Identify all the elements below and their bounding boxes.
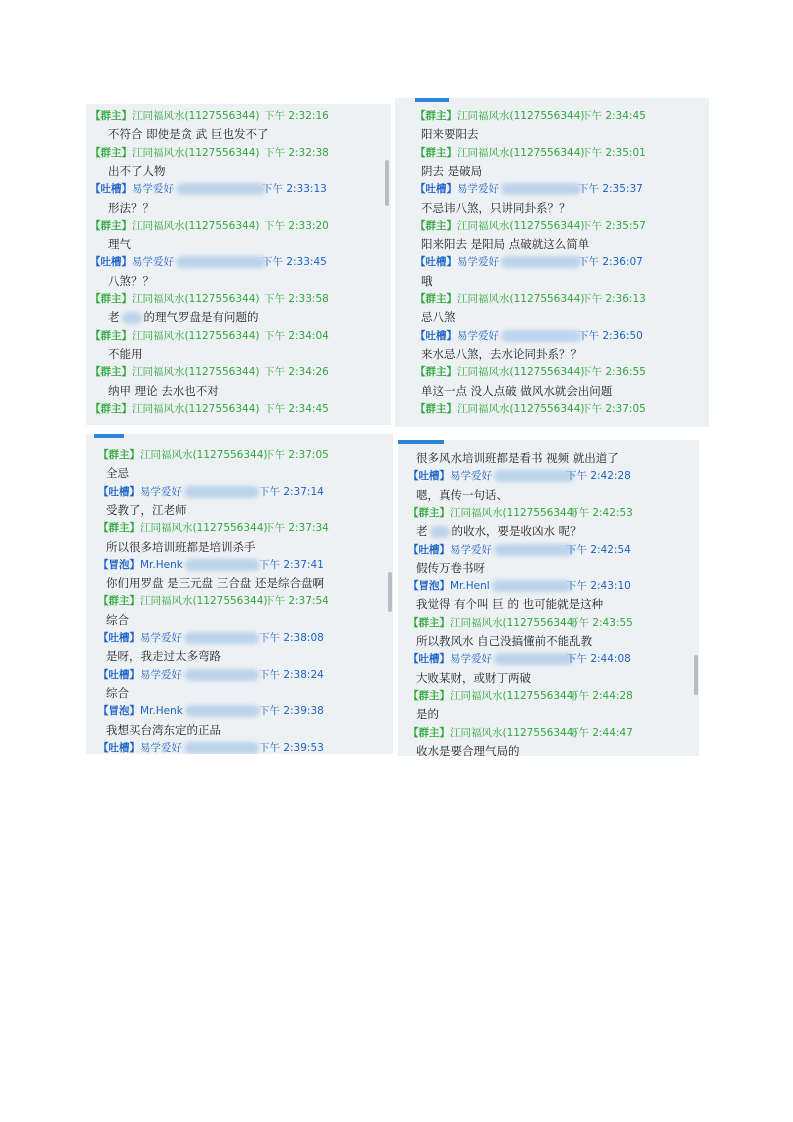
sender-name[interactable]: 江同福风水(1127556344) — [450, 689, 578, 702]
sender-name[interactable]: 江同福风水(1127556344) — [457, 146, 585, 159]
chat-screenshot-1 — [86, 104, 391, 425]
message-header — [398, 467, 699, 485]
member-role-tag: 【吐槽】 — [415, 183, 457, 196]
chat-screenshot-3 — [86, 434, 393, 754]
member-role-tag: 【吐槽】 — [415, 256, 457, 269]
message-timestamp: 下午 2:36:50 — [578, 329, 643, 342]
message-timestamp: 下午 2:35:37 — [578, 183, 643, 196]
message-header — [86, 446, 393, 464]
message-text — [398, 632, 699, 650]
message-body: 我想买台湾东定的正品 — [106, 722, 221, 737]
redacted-name-blur — [184, 742, 259, 754]
sender-name[interactable]: Mr.Henl — [450, 580, 490, 593]
sender-name[interactable]: 江同福风水(1127556344) — [132, 366, 260, 379]
message-body: 我觉得 有个叫 巨 的 也可能就是这种 — [416, 597, 604, 612]
redacted-name-blur — [185, 705, 260, 717]
member-role-tag: 【群主】 — [90, 329, 132, 342]
message-timestamp: 下午 2:36:13 — [581, 293, 646, 305]
sender-name[interactable]: 易学爱好 — [450, 470, 492, 483]
message-text — [86, 538, 393, 556]
redacted-name-blur — [492, 580, 572, 592]
message-body: 阴去 是破局 — [421, 163, 483, 178]
sender-name[interactable]: 江同福风水(1127556344) — [140, 449, 268, 461]
member-role-tag: 【群主】 — [90, 219, 132, 232]
message-body: 综合 — [106, 685, 129, 700]
message-text — [86, 235, 391, 253]
member-role-tag: 【群主】 — [90, 110, 132, 122]
message-header — [86, 483, 393, 501]
message-text — [395, 125, 709, 143]
message-text — [398, 559, 699, 577]
sender-name[interactable]: 江同福风水(1127556344) — [132, 219, 260, 232]
sender-name[interactable]: 江同福风水(1127556344) — [457, 219, 585, 232]
redacted-name-blur — [501, 183, 581, 195]
message-body: 是呀，我走过太多弯路 — [106, 649, 221, 664]
message-timestamp: 下午 2:36:55 — [581, 366, 646, 379]
sender-name[interactable]: 江同福风水(1127556344) — [450, 506, 578, 519]
member-role-tag: 【群主】 — [415, 402, 457, 415]
sender-name[interactable]: 江同福风水(1127556344) — [132, 110, 260, 122]
message-text — [395, 308, 709, 326]
message-body: 阳来要阳去 — [421, 127, 479, 142]
member-role-tag: 【吐槽】 — [98, 741, 140, 754]
message-body: 是的 — [416, 707, 439, 722]
message-timestamp: 下午 2:34:45 — [581, 110, 646, 122]
message-timestamp: 下午 2:44:47 — [568, 726, 633, 739]
message-header — [398, 504, 699, 522]
message-header — [395, 327, 709, 345]
message-body: 哦 — [421, 273, 433, 288]
message-header — [86, 327, 391, 345]
message-text — [86, 382, 391, 400]
message-text — [86, 647, 393, 665]
message-header — [86, 107, 391, 125]
window-title-bar — [398, 440, 444, 444]
sender-name[interactable]: 易学爱好 — [457, 329, 499, 342]
message-body: 出不了人物 — [108, 163, 166, 178]
member-role-tag: 【群主】 — [415, 219, 457, 232]
message-header — [398, 687, 699, 705]
message-text — [398, 669, 699, 687]
sender-name[interactable]: 江同福风水(1127556344) — [457, 402, 585, 415]
message-header — [86, 217, 391, 235]
sender-name[interactable]: 易学爱好 — [457, 183, 499, 196]
message-timestamp: 下午 2:32:38 — [264, 146, 329, 159]
message-text — [398, 705, 699, 723]
redacted-name-blur — [185, 559, 260, 571]
redacted-name-blur — [184, 632, 259, 644]
member-role-tag: 【吐槽】 — [408, 543, 450, 556]
message-text — [86, 684, 393, 702]
redacted-name-blur — [176, 183, 266, 195]
message-body: 的理气罗盘是有问题的 — [143, 310, 259, 325]
message-body: 不能用 — [108, 346, 143, 361]
message-body: 所以教风水 自己没搞懂前不能乱教 — [416, 634, 593, 648]
message-timestamp: 下午 2:37:14 — [259, 485, 324, 498]
message-timestamp: 下午 2:37:54 — [264, 595, 329, 608]
message-header — [395, 107, 709, 125]
message-header — [395, 400, 709, 418]
message-text — [86, 308, 391, 326]
redacted-name-blur — [501, 330, 581, 342]
message-timestamp: 下午 2:44:28 — [568, 689, 633, 702]
sender-name[interactable]: 江同福风水(1127556344) — [132, 329, 260, 342]
message-text — [395, 235, 709, 253]
message-text-prefix: 老 — [416, 524, 428, 539]
message-timestamp: 下午 2:35:01 — [581, 146, 646, 159]
message-header — [86, 290, 391, 308]
message-header — [86, 144, 391, 162]
message-timestamp: 下午 2:33:13 — [262, 183, 327, 196]
message-text — [86, 162, 391, 180]
message-body: 纳甲 理论 去水也不对 — [108, 383, 219, 398]
message-timestamp: 下午 2:39:53 — [259, 741, 324, 754]
message-timestamp: 下午 2:36:07 — [578, 256, 643, 269]
member-role-tag: 【群主】 — [90, 402, 132, 415]
window-title-bar — [415, 98, 449, 102]
message-body: 八煞？？ — [108, 273, 154, 288]
sender-name[interactable]: 易学爱好 — [132, 256, 174, 269]
message-header — [398, 577, 699, 595]
message-text — [398, 522, 699, 540]
message-text — [395, 199, 709, 217]
member-role-tag: 【群主】 — [90, 293, 132, 305]
member-role-tag: 【吐槽】 — [90, 183, 132, 196]
message-body: 单这一点 没人点破 做风水就会出问题 — [421, 383, 613, 398]
message-header — [86, 400, 391, 418]
message-text — [395, 345, 709, 363]
message-body: 形法？？ — [108, 200, 154, 215]
message-body: 受教了，江老师 — [106, 502, 187, 517]
message-timestamp: 下午 2:34:26 — [264, 366, 329, 379]
member-role-tag: 【群主】 — [415, 366, 457, 379]
message-header — [86, 519, 393, 537]
member-role-tag: 【群主】 — [98, 449, 140, 461]
sender-name[interactable]: 江同福风水(1127556344) — [450, 726, 578, 739]
redacted-name-blur — [184, 669, 259, 681]
member-role-tag: 【群主】 — [98, 522, 140, 535]
member-role-tag: 【群主】 — [408, 689, 450, 702]
message-body: 阳来阳去 是阳局 点破就这么简单 — [421, 237, 590, 252]
message-timestamp: 下午 2:44:08 — [566, 653, 631, 666]
sender-name[interactable]: 易学爱好 — [140, 741, 182, 754]
redacted-name-blur — [176, 256, 266, 268]
message-body: 不忌讳八煞，只讲同卦系？？ — [421, 200, 571, 215]
member-role-tag: 【群主】 — [415, 146, 457, 159]
message-body: 理气 — [108, 237, 131, 252]
message-body: 忌八煞 — [421, 310, 456, 325]
sender-name[interactable]: 易学爱好 — [140, 668, 182, 681]
sender-name[interactable]: 江同福风水(1127556344) — [132, 146, 260, 159]
message-header — [86, 253, 391, 271]
message-text — [86, 574, 393, 592]
sender-name[interactable]: 江同福风水(1127556344) — [457, 366, 585, 379]
message-header — [395, 217, 709, 235]
redacted-name-blur — [494, 470, 574, 482]
message-timestamp: 下午 2:33:45 — [262, 256, 327, 269]
message-timestamp: 下午 2:42:54 — [566, 543, 631, 556]
member-role-tag: 【群主】 — [408, 726, 450, 739]
message-body: 嗯，真传一句话、 — [416, 487, 508, 502]
redacted-word-blur — [430, 526, 450, 538]
member-role-tag: 【群主】 — [415, 110, 457, 122]
message-timestamp: 下午 2:33:58 — [264, 293, 329, 305]
message-text — [86, 125, 391, 143]
member-role-tag: 【群主】 — [415, 293, 457, 305]
message-header — [86, 180, 391, 198]
redacted-word-blur — [122, 312, 142, 324]
message-header — [86, 363, 391, 381]
member-role-tag: 【群主】 — [90, 366, 132, 379]
sender-name[interactable]: Mr.Henk — [140, 558, 183, 571]
sender-name[interactable]: 江同福风水(1127556344) — [457, 110, 585, 122]
message-body: 不符合 即使是贪 武 巨也发不了 — [108, 127, 269, 142]
window-title-bar — [94, 434, 124, 438]
sender-name[interactable]: 易学爱好 — [450, 653, 492, 666]
message-body: 你们用罗盘 是三元盘 三合盘 还是综合盘啊 — [106, 576, 324, 591]
sender-name[interactable]: 江同福风水(1127556344) — [450, 616, 578, 629]
member-role-tag: 【吐槽】 — [408, 653, 450, 666]
sender-name[interactable]: 易学爱好 — [457, 256, 499, 269]
message-header — [395, 290, 709, 308]
message-text — [398, 595, 699, 613]
message-timestamp: 下午 2:35:57 — [581, 219, 646, 232]
member-role-tag: 【冒泡】 — [408, 580, 450, 593]
sender-name[interactable]: 江同福风水(1127556344) — [132, 293, 260, 305]
message-text — [86, 199, 391, 217]
message-timestamp: 下午 2:32:16 — [264, 110, 329, 122]
message-text — [86, 272, 391, 290]
redacted-name-blur — [184, 486, 259, 498]
message-body: 的收水，要是收凶水 呢？ — [451, 524, 582, 539]
message-text — [395, 272, 709, 290]
message-header — [86, 666, 393, 684]
member-role-tag: 【吐槽】 — [98, 632, 140, 644]
message-timestamp: 下午 2:37:34 — [264, 522, 329, 535]
sender-name[interactable]: 易学爱好 — [140, 632, 182, 644]
member-role-tag: 【吐槽】 — [408, 470, 450, 483]
message-timestamp: 下午 2:43:10 — [566, 580, 631, 593]
member-role-tag: 【冒泡】 — [98, 705, 140, 718]
message-text-prefix: 老 — [108, 310, 120, 325]
member-role-tag: 【群主】 — [408, 506, 450, 519]
member-role-tag: 【吐槽】 — [98, 485, 140, 498]
message-timestamp: 下午 2:37:05 — [264, 449, 329, 461]
message-header — [395, 180, 709, 198]
message-timestamp: 下午 2:38:24 — [259, 668, 324, 681]
message-timestamp: 下午 2:42:53 — [568, 506, 633, 519]
message-timestamp: 下午 2:39:38 — [259, 705, 324, 718]
member-role-tag: 【吐槽】 — [98, 668, 140, 681]
message-text — [395, 382, 709, 400]
message-timestamp: 下午 2:34:45 — [264, 402, 329, 415]
message-body: 综合 — [106, 612, 129, 627]
member-role-tag: 【吐槽】 — [90, 256, 132, 269]
sender-name[interactable]: 江同福风水(1127556344) — [132, 402, 260, 415]
message-header — [398, 541, 699, 559]
message-header — [86, 739, 393, 754]
sender-name[interactable]: 易学爱好 — [450, 543, 492, 556]
member-role-tag: 【冒泡】 — [98, 558, 140, 571]
member-role-tag: 【群主】 — [98, 595, 140, 608]
message-header — [395, 144, 709, 162]
message-text — [86, 501, 393, 519]
message-body: 来水忌八煞，去水论同卦系？？ — [421, 346, 582, 361]
message-timestamp: 下午 2:37:05 — [581, 402, 646, 415]
message-header — [398, 724, 699, 742]
sender-name[interactable]: 易学爱好 — [132, 183, 174, 196]
message-header — [395, 253, 709, 271]
message-body: 所以很多培训班都是培训杀手 — [106, 539, 256, 554]
message-header — [86, 702, 393, 720]
member-role-tag: 【吐槽】 — [415, 329, 457, 342]
member-role-tag: 【群主】 — [408, 616, 450, 629]
message-body: 假传万卷书呀 — [416, 560, 485, 575]
message-header — [398, 650, 699, 668]
sender-name[interactable]: 江同福风水(1127556344) — [140, 595, 268, 608]
redacted-name-blur — [494, 653, 574, 665]
message-header — [86, 556, 393, 574]
sender-name[interactable]: Mr.Henk — [140, 705, 183, 718]
chat-screenshot-4 — [398, 440, 699, 756]
sender-name[interactable]: 易学爱好 — [140, 485, 182, 498]
message-timestamp: 下午 2:37:41 — [259, 558, 324, 571]
message-body: 大败某财，或财丁两破 — [416, 670, 531, 685]
message-text — [395, 162, 709, 180]
member-role-tag: 【群主】 — [90, 146, 132, 159]
message-timestamp: 下午 2:43:55 — [568, 616, 633, 629]
chat-screenshot-2 — [395, 98, 709, 427]
message-header — [398, 614, 699, 632]
message-header — [86, 629, 393, 647]
sender-name[interactable]: 江同福风水(1127556344) — [140, 522, 268, 535]
message-text — [86, 721, 393, 739]
message-timestamp: 下午 2:42:28 — [566, 470, 631, 483]
message-header — [395, 363, 709, 381]
message-text — [398, 486, 699, 504]
message-body: 收水是要合理气局的 — [416, 743, 520, 756]
message-text — [398, 449, 699, 467]
message-text — [398, 742, 699, 756]
message-timestamp: 下午 2:38:08 — [259, 632, 324, 644]
redacted-name-blur — [494, 544, 574, 556]
message-text — [86, 464, 393, 482]
message-body: 全忌 — [106, 466, 129, 481]
message-timestamp: 下午 2:33:20 — [264, 219, 329, 232]
redacted-name-blur — [501, 256, 581, 268]
message-body: 很多风水培训班都是看书 视频 就出道了 — [416, 451, 619, 465]
message-text — [86, 611, 393, 629]
message-timestamp: 下午 2:34:04 — [264, 329, 329, 342]
sender-name[interactable]: 江同福风水(1127556344) — [457, 293, 585, 305]
message-header — [86, 592, 393, 610]
message-text — [86, 345, 391, 363]
